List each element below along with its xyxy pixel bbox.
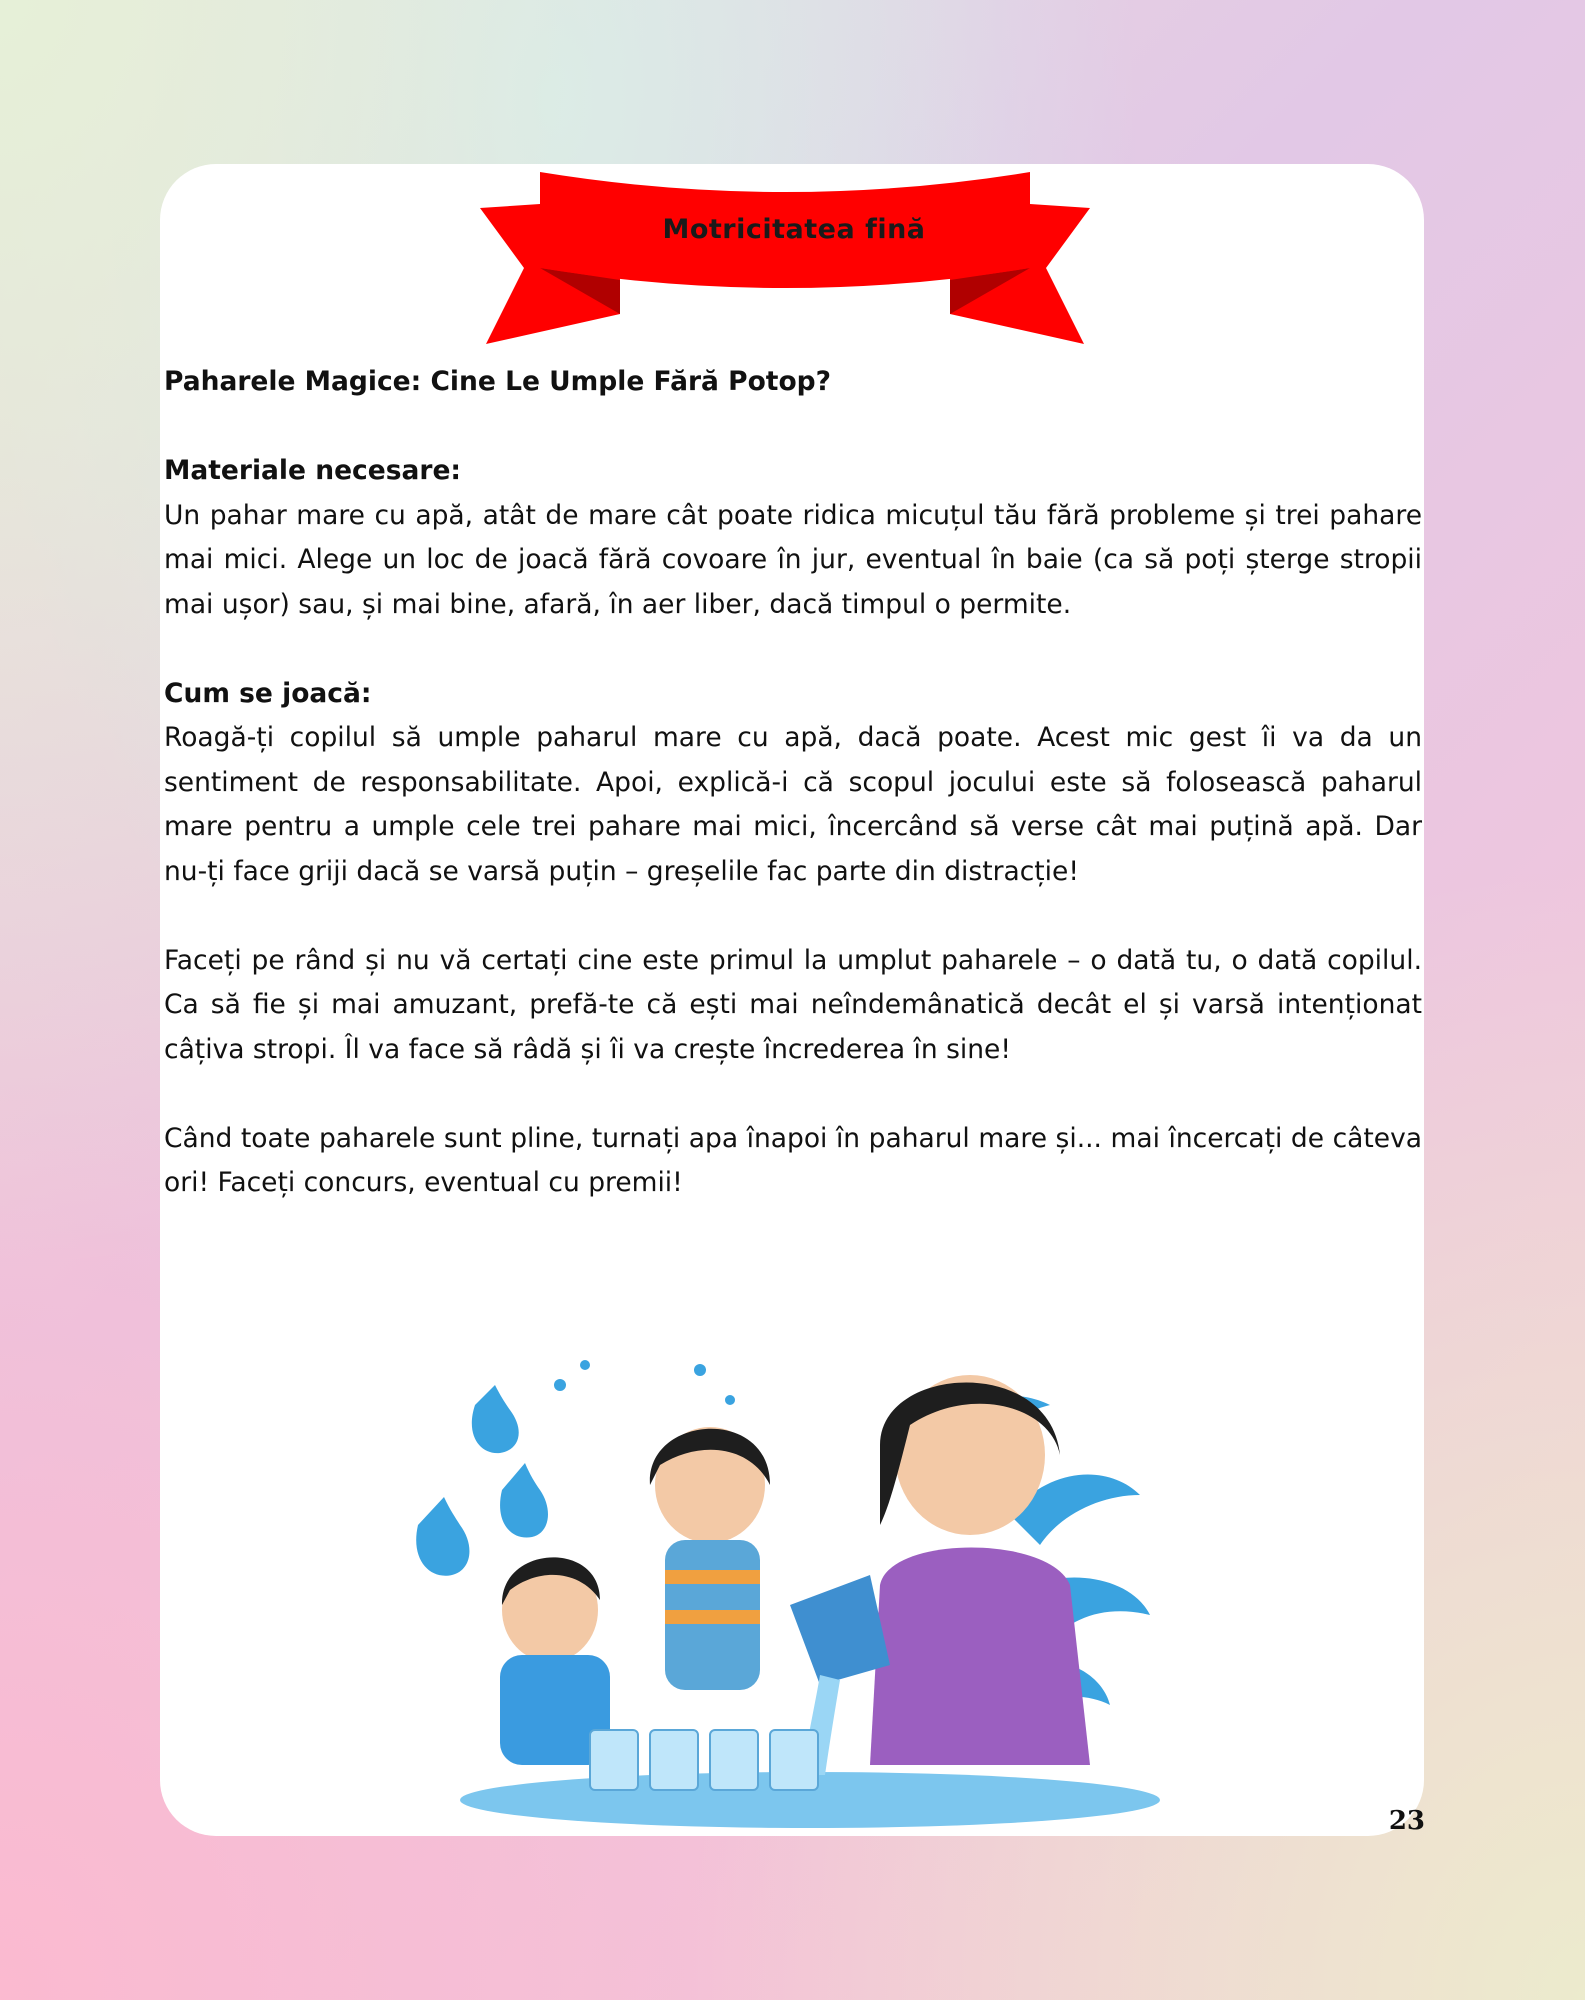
paragraph-turns: Faceți pe rând și nu vă certați cine este primul la umplut paharele – o dată tu, o dată copilul. Ca să fie și mai amuzant, prefă-te că ești mai neîndemânatică decât el și varsă intenționat câțiva stropi. Îl va face să râdă și îi va crește încrederea în sine!	[164, 944, 1422, 1065]
section-title: Motricitatea fină	[662, 214, 926, 245]
activity-title: Paharele Magice: Cine Le Umple Fără Potop?	[164, 366, 831, 397]
paragraph-repeat: Când toate paharele sunt pline, turnați apa înapoi în paharul mare și... mai încercați de câteva ori! Faceți concurs, eventual cu premii!	[164, 1122, 1422, 1198]
family-pouring-water-illustration-icon	[410, 1345, 1210, 1830]
activity-content	[164, 360, 1422, 1206]
howto-text: Roagă-ți copilul să umple paharul mare cu apă, dacă poate. Acest mic gest îi va da un sentiment de responsabilitate. Apoi, explică-i că scopul jocului este să folosească paharul mare pentru a umple cele trei pahare mai mici, încercând să verse cât mai puțină apă. Dar nu-ți face griji dacă se varsă puțin – greșelile fac parte din distracție!	[164, 722, 1422, 887]
materials-heading: Materiale necesare:	[164, 455, 462, 486]
ribbon-banner-icon	[480, 168, 1090, 348]
howto-heading: Cum se joacă:	[164, 677, 372, 709]
page-number: 23	[1388, 1806, 1425, 1836]
materials-text: Un pahar mare cu apă, atât de mare cât poate ridica micuțul tău fără probleme și trei pahare mai mici. Alege un loc de joacă fără covoare în jur, eventual în baie (ca să poți șterge stropii mai ușor) sau, și mai bine, afară, în aer liber, dacă timpul o permite.	[164, 499, 1422, 620]
